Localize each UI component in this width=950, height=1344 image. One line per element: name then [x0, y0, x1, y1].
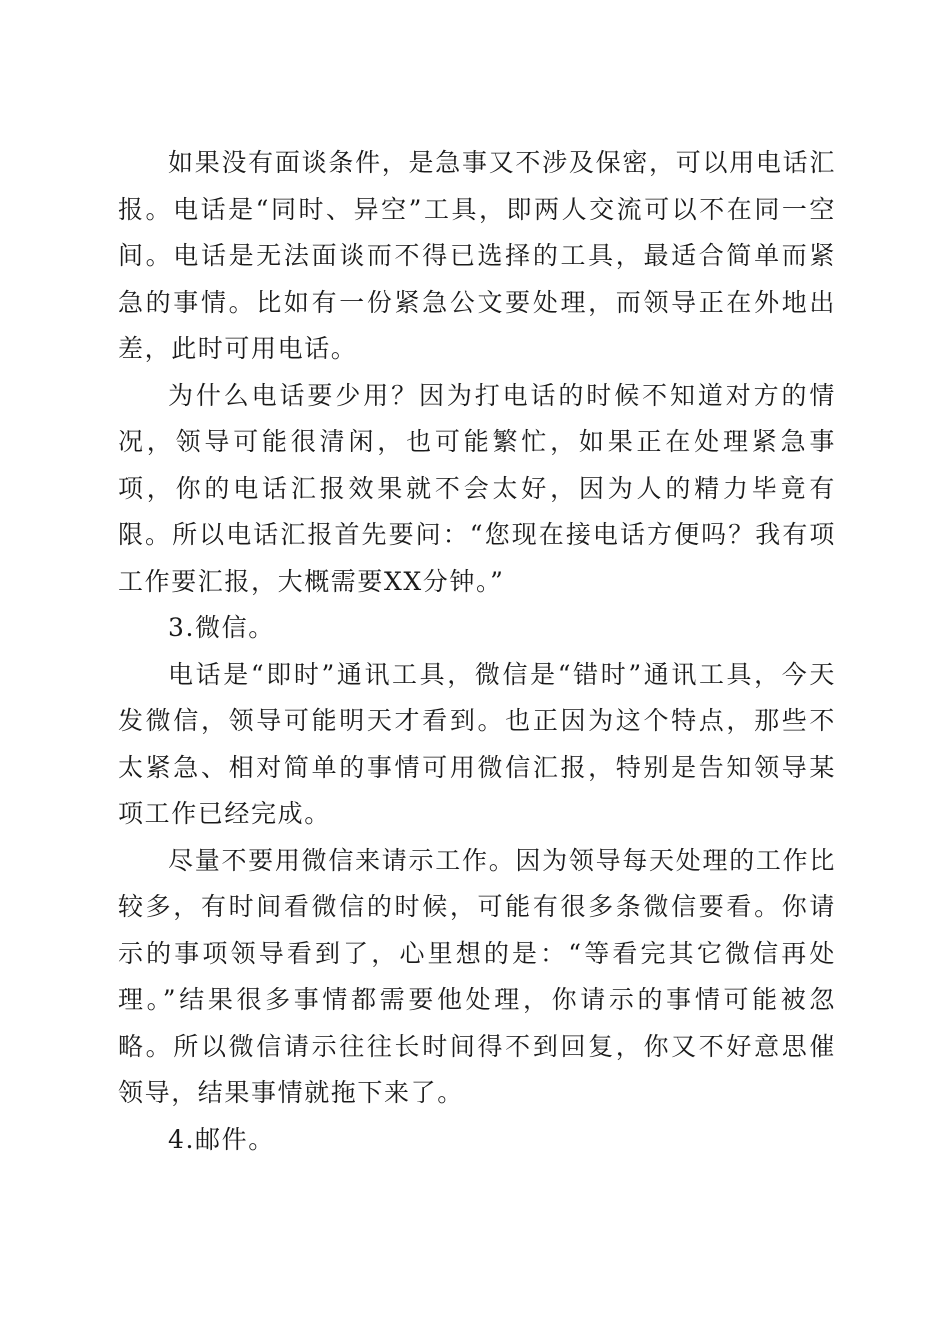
paragraph-phone-reporting: 如果没有面谈条件，是急事又不涉及保密，可以用电话汇报。电话是“同时、异空”工具，即两人交流可以不在同一空间。电话是无法面谈而不得已选择的工具，最适合简单而紧急的事情。比如有一份紧急公文要处理，而领导正在外地出差，此时可用电话。 — [118, 148, 836, 363]
paragraph-wechat-requests: 尽量不要用微信来请示工作。因为领导每天处理的工作比较多，有时间看微信的时候，可能有很多条微信要看。你请示的事项领导看到了，心里想的是：“等看完其它微信再处理。”结果很多事情都需要他处理，你请示的事情可能被忽略。所以微信请示往往长时间得不到回复，你又不好意思催领导，结果事情就拖下来了。 — [118, 845, 836, 1107]
paragraph-phone-use-sparingly: 为什么电话要少用？因为打电话的时候不知道对方的情况，领导可能很清闲，也可能繁忙，如果正在处理紧急事项，你的电话汇报效果就不会太好，因为人的精力毕竟有限。所以电话汇报首先要问：“您现在接电话方便吗？我有项工作要汇报，大概需要XX分钟。” — [118, 380, 836, 596]
document-body — [118, 140, 836, 1163]
section-heading-wechat: 3.微信。 — [168, 613, 275, 642]
section-heading-email: 4.邮件。 — [168, 1124, 275, 1154]
paragraph-wechat-async: 电话是“即时”通讯工具，微信是“错时”通讯工具，今天发微信，领导可能明天才看到。也正因为这个特点，那些不太紧急、相对简单的事情可用微信汇报，特别是告知领导某项工作已经完成。 — [118, 659, 836, 828]
